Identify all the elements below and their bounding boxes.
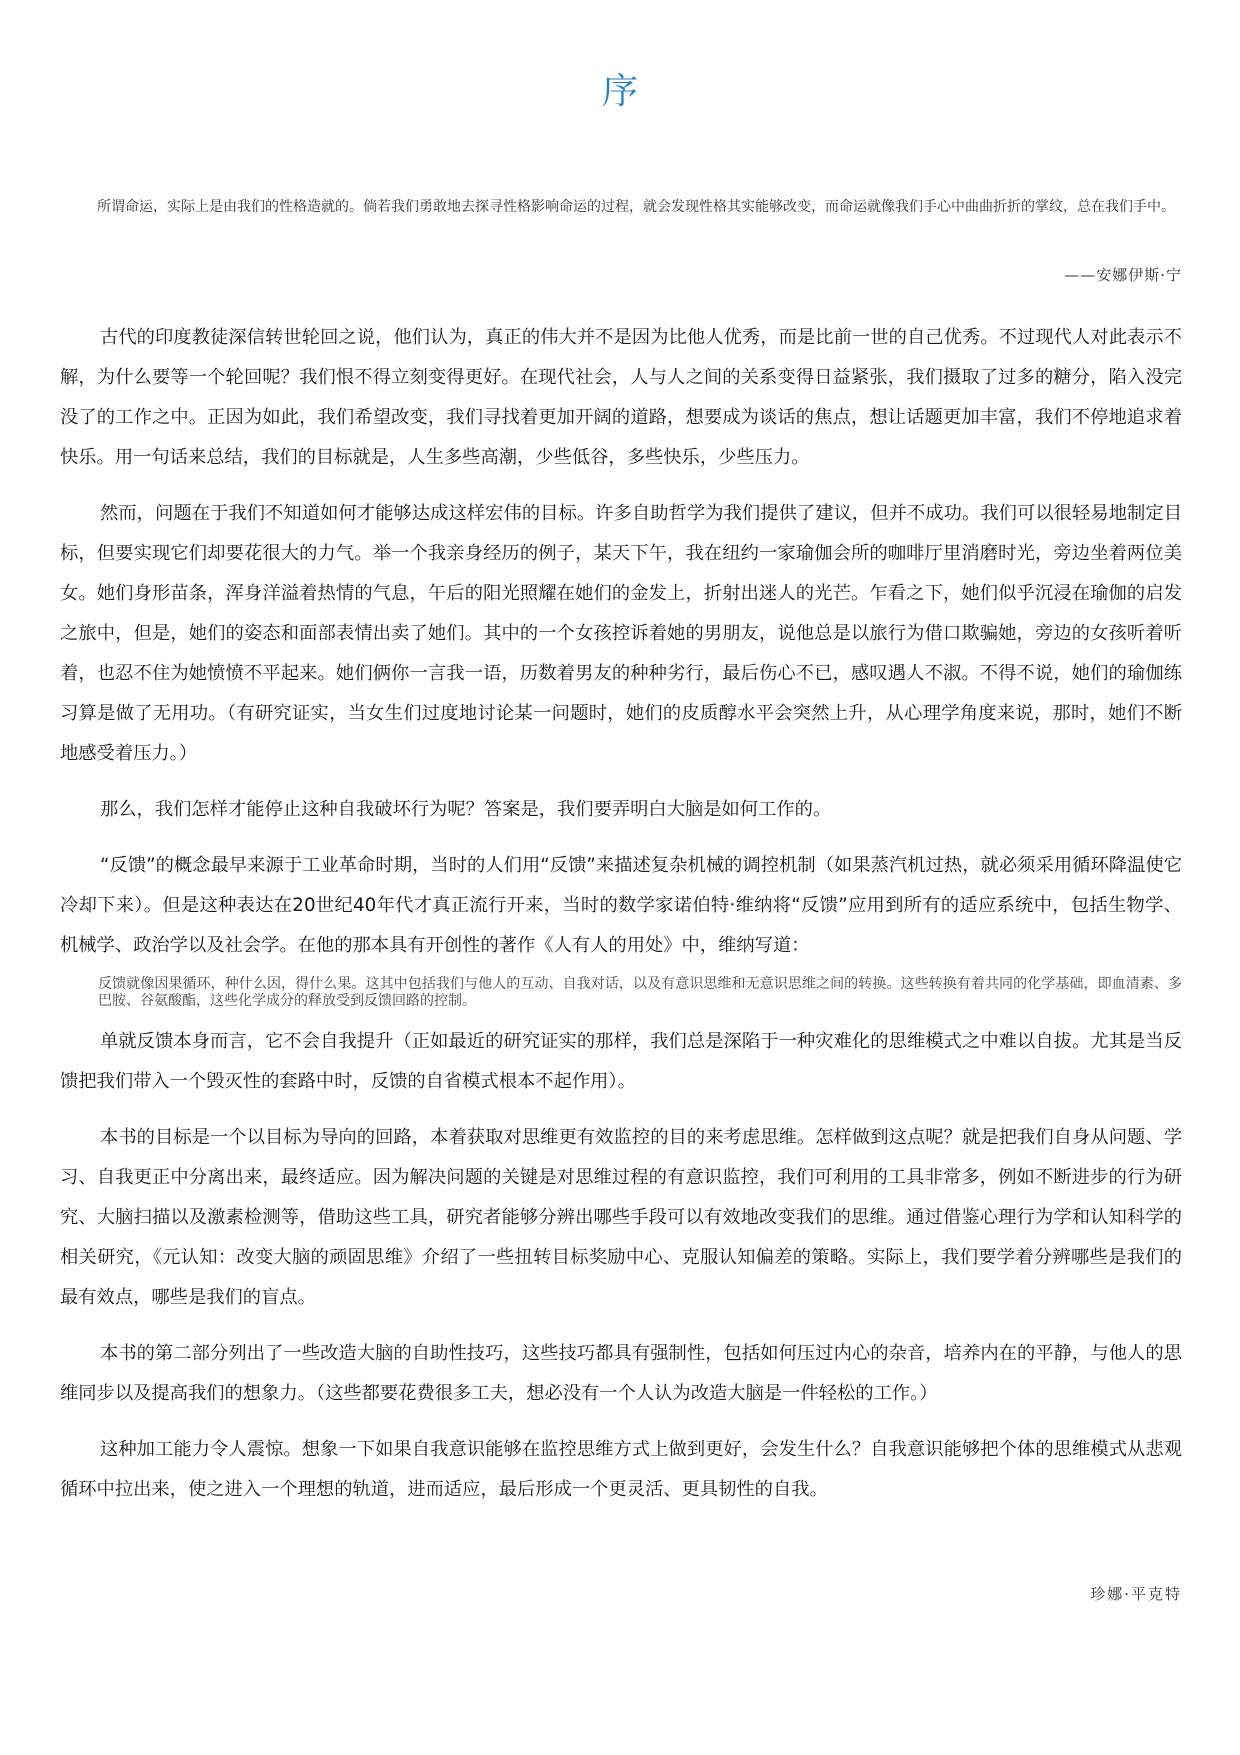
paragraph: “反馈”的概念最早来源于工业革命时期，当时的人们用“反馈”来描述复杂机械的调控机制（如果蒸汽机过热，就必须采用循环降温使它冷却下来）。但是这种表达在20世纪40年代才真正流行开来，当时的数学家诺伯特·维纳将“反馈”应用到所有的适应系统中，包括生物学、机械学、政治学以及社会学。在他的那本具有开创性的著作《人有人的用处》中，维纳写道： [60,855,1182,956]
paragraph: 本书的第二部分列出了一些改造大脑的自助性技巧，这些技巧都具有强制性，包括如何压过内心的杂音，培养内在的平静，与他人的思维同步以及提高我们的想象力。（这些都要花费很多工夫，想必没有一个人认为改造大脑是一件轻松的工作。） [60,1343,1182,1404]
page-title: 序 [601,71,638,112]
paragraph: 这种加工能力令人震惊。想象一下如果自我意识能够在监控思维方式上做到更好，会发生什么？自我意识能够把个体的思维模式从悲观循环中拉出来，使之进入一个理想的轨道，进而适应，最后形成一个更灵活、更具韧性的自我。 [60,1439,1182,1500]
paragraph: 本书的目标是一个以目标为导向的回路，本着获取对思维更有效监控的目的来考虑思维。怎样做到这点呢？就是把我们自身从问题、学习、自我更正中分离出来，最终适应。因为解决问题的关键是对思维过程的有意识监控，我们可利用的工具非常多，例如不断进步的行为研究、大脑扫描以及激素检测等，借助这些工具，研究者能够分辨出哪些手段可以有效地改变我们的思维。通过借鉴心理行为学和认知科学的相关研究，《元认知：改变大脑的顽固思维》介绍了一些扭转目标奖励中心、克服认知偏差的策略。实际上，我们要学着分辨哪些是我们的最有效点，哪些是我们的盲点。 [60,1127,1182,1308]
paragraph: 古代的印度教徒深信转世轮回之说，他们认为，真正的伟大并不是因为比他人优秀，而是比前一世的自己优秀。不过现代人对此表示不解，为什么要等一个轮回呢？我们恨不得立刻变得更好。在现代社会，人与人之间的关系变得日益紧张，我们摄取了过多的糖分，陷入没完没了的工作之中。正因为如此，我们希望改变，我们寻找着更加开阔的道路，想要成为谈话的焦点，想让话题更加丰富，我们不停地追求着快乐。用一句话来总结，我们的目标就是，人生多些高潮，少些低谷，多些快乐，少些压力。 [60,327,1182,468]
paragraph: 然而，问题在于我们不知道如何才能够达成这样宏伟的目标。许多自助哲学为我们提供了建议，但并不成功。我们可以很轻易地制定目标，但要实现它们却要花很大的力气。举一个我亲身经历的例子，某天下午，我在纽约一家瑜伽会所的咖啡厅里消磨时光，旁边坐着两位美女。她们身形苗条，浑身洋溢着热情的气息，午后的阳光照耀在她们的金发上，折射出迷人的光芒。乍看之下，她们似乎沉浸在瑜伽的启发之旅中，但是，她们的姿态和面部表情出卖了她们。其中的一个女孩控诉着她的男朋友，说他总是以旅行为借口欺骗她，旁边的女孩听着听着，也忍不住为她愤愤不平起来。她们俩你一言我一语，历数着男友的种种劣行，最后伤心不已，感叹遇人不淑。不得不说，她们的瑜伽练习算是做了无用功。（有研究证实，当女生们过度地讨论某一问题时，她们的皮质醇水平会突然上升，从心理学角度来说，那时，她们不断地感受着压力。） [60,503,1182,764]
author-signature: 珍娜·平克特 [1090,1585,1182,1603]
epigraph-text: 所谓命运，实际上是由我们的性格造就的。倘若我们勇敢地去探寻性格影响命运的过程，就会发现性格其实能够改变，而命运就像我们手心中曲曲折折的掌纹，总在我们手中。 [97,199,1175,215]
paragraph: 单就反馈本身而言，它不会自我提升（正如最近的研究证实的那样，我们总是深陷于一种灾难化的思维模式之中难以自拔。尤其是当反馈把我们带入一个毁灭性的套路中时，反馈的自省模式根本不起作用）。 [60,1031,1182,1092]
body-text [60,318,1182,1526]
block-quote: 反馈就像因果循环，种什么因，得什么果。这其中包括我们与他人的互动、自我对话，以及有意识思维和无意识思维之间的转换。这些转换有着共同的化学基础，即血清素、多巴胺、谷氨酸酯，这些化学成分的释放受到反馈回路的控制。 [98,976,1182,1009]
paragraph: 那么，我们怎样才能停止这种自我破坏行为呢？答案是，我们要弄明白大脑是如何工作的。 [100,799,832,820]
epigraph-attribution: ——安娜伊斯·宁 [1064,266,1182,284]
